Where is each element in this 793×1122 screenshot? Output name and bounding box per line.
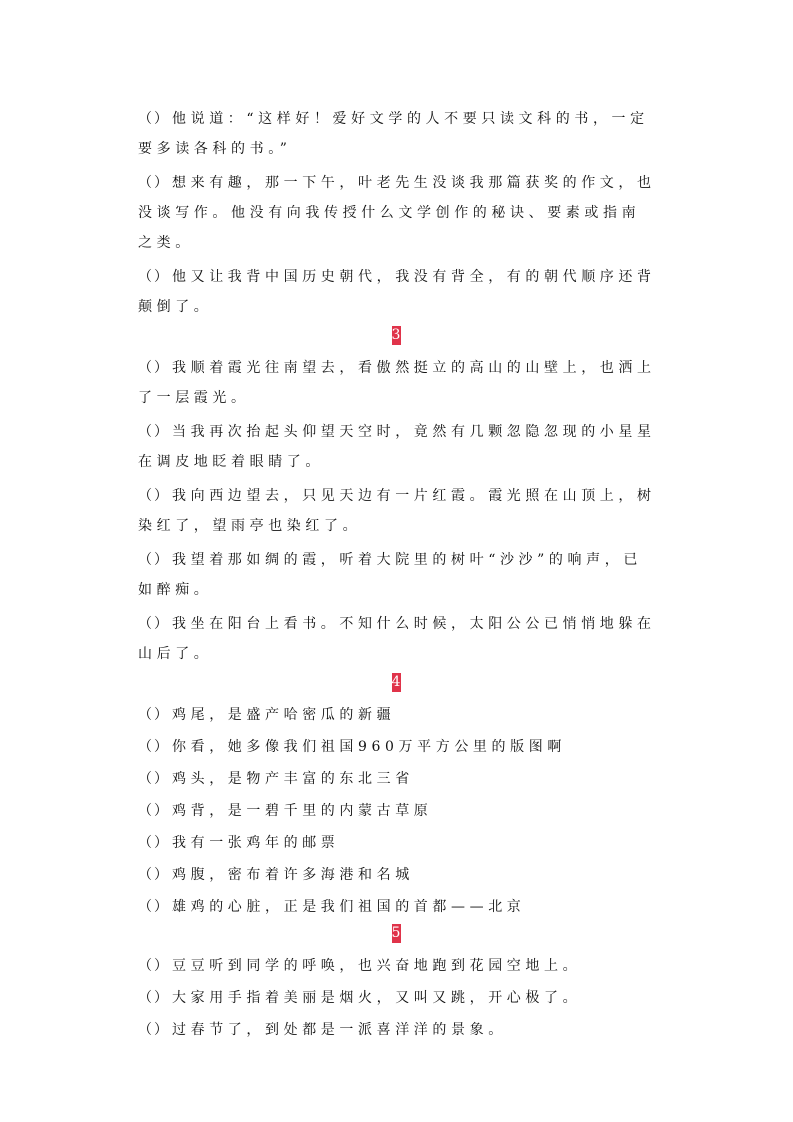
ordering-item <box>138 732 658 762</box>
ordering-item <box>138 104 658 164</box>
blank-marker: （） <box>138 835 170 851</box>
ordering-item <box>138 828 658 858</box>
blank-marker: （） <box>138 269 170 285</box>
blank-marker: （） <box>138 990 170 1006</box>
blank-marker: （） <box>138 707 170 723</box>
section-number: 4 <box>391 674 401 690</box>
ordering-item <box>138 481 658 541</box>
exercise-section-3 <box>138 326 658 669</box>
item-text: 他说道：“这样好！爱好文学的人不要只读文科的书，一定要多读各科的书。” <box>138 111 649 157</box>
ordering-item <box>138 796 658 826</box>
section-number: 3 <box>391 327 401 343</box>
exercise-section-continued <box>138 104 658 322</box>
ordering-item <box>138 545 658 605</box>
blank-marker: （） <box>138 803 170 819</box>
item-text: 鸡尾，是盛产哈密瓜的新疆 <box>172 707 396 723</box>
blank-marker: （） <box>138 360 170 376</box>
ordering-item <box>138 983 658 1013</box>
blank-marker: （） <box>138 867 170 883</box>
ordering-item <box>138 892 658 922</box>
ordering-item <box>138 353 658 413</box>
item-text: 你看，她多像我们祖国960万平方公里的版图啊 <box>172 739 566 755</box>
ordering-item <box>138 860 658 890</box>
item-text: 我望着那如绸的霞，听着大院里的树叶“沙沙”的响声，已如醉痴。 <box>138 552 642 598</box>
item-text: 我顺着霞光往南望去，看傲然挺立的高山的山壁上，也洒上了一层霞光。 <box>138 360 656 406</box>
item-text: 我有一张鸡年的邮票 <box>172 835 340 851</box>
document-page <box>138 104 658 1047</box>
section-number: 5 <box>391 925 401 941</box>
ordering-item <box>138 262 658 322</box>
item-text: 想来有趣，那一下午，叶老先生没谈我那篇获奖的作文，也没谈写作。他没有向我传授什么文学创作的秘诀、要素或指南之类。 <box>138 175 656 251</box>
item-text: 我向西边望去，只见天边有一片红霞。霞光照在山顶上，树染红了，望雨亭也染红了。 <box>138 488 656 534</box>
blank-marker: （） <box>138 175 170 191</box>
ordering-item <box>138 764 658 794</box>
blank-marker: （） <box>138 771 170 787</box>
item-text: 雄鸡的心脏，正是我们祖国的首都——北京 <box>172 899 526 915</box>
blank-marker: （） <box>138 616 170 632</box>
item-text: 我坐在阳台上看书。不知什么时候，太阳公公已悄悄地躲在山后了。 <box>138 616 656 662</box>
exercise-section-4 <box>138 673 658 922</box>
blank-marker: （） <box>138 899 170 915</box>
blank-marker: （） <box>138 739 170 755</box>
exercise-section-5 <box>138 924 658 1045</box>
ordering-item <box>138 417 658 477</box>
ordering-item <box>138 1015 658 1045</box>
item-text: 他又让我背中国历史朝代，我没有背全，有的朝代顺序还背颠倒了。 <box>138 269 656 315</box>
item-text: 鸡背，是一碧千里的内蒙古草原 <box>172 803 433 819</box>
item-text: 鸡腹，密布着许多海港和名城 <box>172 867 414 883</box>
blank-marker: （） <box>138 488 170 504</box>
blank-marker: （） <box>138 111 170 127</box>
ordering-item <box>138 168 658 258</box>
item-text: 鸡头，是物产丰富的东北三省 <box>172 771 414 787</box>
item-text: 豆豆听到同学的呼唤，也兴奋地跑到花园空地上。 <box>172 958 582 974</box>
item-text: 当我再次抬起头仰望天空时，竟然有几颗忽隐忽现的小星星在调皮地眨着眼睛了。 <box>138 424 656 470</box>
blank-marker: （） <box>138 958 170 974</box>
ordering-item <box>138 951 658 981</box>
ordering-item <box>138 609 658 669</box>
blank-marker: （） <box>138 1022 170 1038</box>
ordering-item <box>138 700 658 730</box>
blank-marker: （） <box>138 552 170 568</box>
blank-marker: （） <box>138 424 170 440</box>
item-text: 过春节了，到处都是一派喜洋洋的景象。 <box>172 1022 507 1038</box>
item-text: 大家用手指着美丽是烟火，又叫又跳，开心极了。 <box>172 990 582 1006</box>
